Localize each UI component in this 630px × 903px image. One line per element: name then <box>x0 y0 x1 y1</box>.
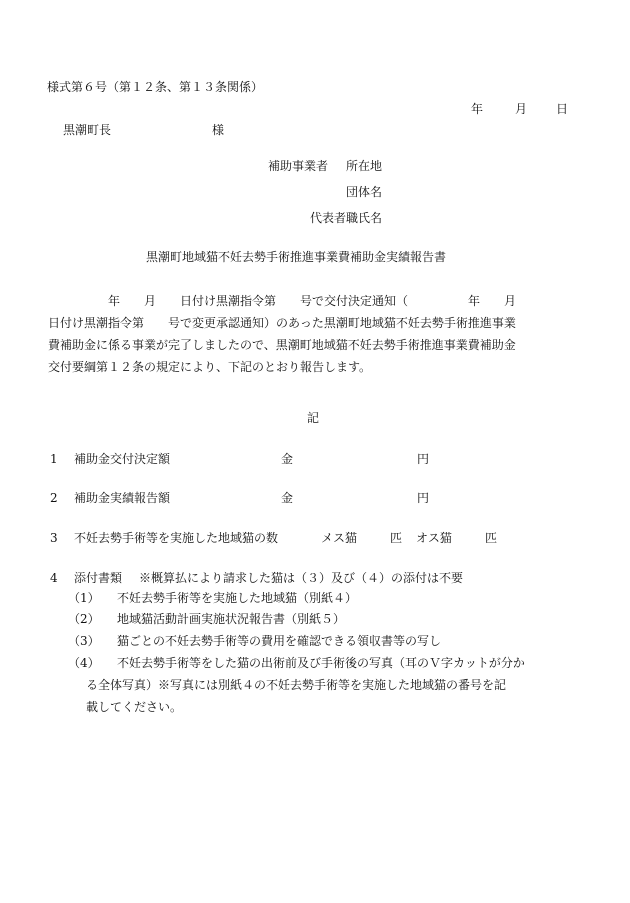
body-paragraph <box>48 290 582 378</box>
document-title: 黒潮町地域猫不妊去勢手術推進事業費補助金実績報告書 <box>146 250 447 264</box>
yen-label: 円 <box>417 491 430 505</box>
kin-label: 金 <box>281 452 294 466</box>
sub-item-text: 猫ごとの不妊去勢手術等の費用を確認できる領収書等の写し <box>117 634 442 648</box>
body-line: 費補助金に係る事業が完了しましたので、黒潮町地域猫不妊去勢手術推進事業費補助金 <box>48 338 516 352</box>
sub-item-text: る全体写真）※写真には別紙４の不妊去勢手術等を実施した地域猫の番号を記 <box>86 678 507 692</box>
sub-item-number: （3） <box>68 634 100 648</box>
cat-count-label: 不妊去勢手術等を実施した地域猫の数 <box>74 531 279 545</box>
sub-item-text: 不妊去勢手術等をした猫の出術前及び手術後の写真（耳のＶ字カットが分か <box>117 656 525 670</box>
kin-label: 金 <box>281 491 294 505</box>
date-day-label: 日 <box>556 102 569 116</box>
item-number: 1 <box>50 452 58 466</box>
sub-item-text: 不妊去勢手術等を実施した地域猫（別紙４） <box>117 591 358 605</box>
item-number: 2 <box>50 491 58 505</box>
ki-heading: 記 <box>307 411 320 425</box>
body-line: 日付け黒潮指令第 号で変更承認通知）のあった黒潮町地域猫不妊去勢手術推進事業 <box>48 316 516 330</box>
sub-item-number: （2） <box>68 612 100 626</box>
grant-decision-amount-label: 補助金交付決定額 <box>74 452 171 466</box>
date-year-label: 年 <box>471 102 484 116</box>
body-line: 年 月 日付け黒潮指令第 号で交付決定通知（ 年 月 <box>48 294 517 308</box>
organization-label: 団体名 <box>346 185 383 199</box>
applicant-label: 補助事業者 <box>268 159 329 173</box>
item-number: 4 <box>50 571 58 585</box>
representative-label: 代表者職氏名 <box>310 211 383 225</box>
date-month-label: 月 <box>515 102 528 116</box>
addressee-honorific: 様 <box>212 123 225 137</box>
body-line: 交付要綱第１２条の規定により、下記のとおり報告します。 <box>48 360 372 374</box>
attachments-label: 添付書類 <box>74 571 123 585</box>
female-unit-label: 匹 <box>390 531 403 545</box>
sub-item-number: （1） <box>68 591 100 605</box>
sub-item-text: 地域猫活動計画実施状況報告書（別紙５） <box>117 612 346 626</box>
grant-report-amount-label: 補助金実績報告額 <box>74 491 171 505</box>
male-unit-label: 匹 <box>485 531 498 545</box>
female-cat-label: メス猫 <box>321 531 358 545</box>
attachments-note: ※概算払により請求した猫は（３）及び（４）の添付は不要 <box>139 571 464 585</box>
yen-label: 円 <box>417 452 430 466</box>
form-number: 様式第６号（第１２条、第１３条関係） <box>47 80 264 94</box>
item-number: 3 <box>50 531 58 545</box>
sub-item-text: 載してください。 <box>86 700 183 714</box>
male-cat-label: オス猫 <box>416 531 452 545</box>
sub-item-number: （4） <box>68 656 100 670</box>
addressee-name: 黒潮町長 <box>63 123 112 137</box>
address-label: 所在地 <box>346 159 383 173</box>
sub-item-continuation <box>86 674 586 718</box>
